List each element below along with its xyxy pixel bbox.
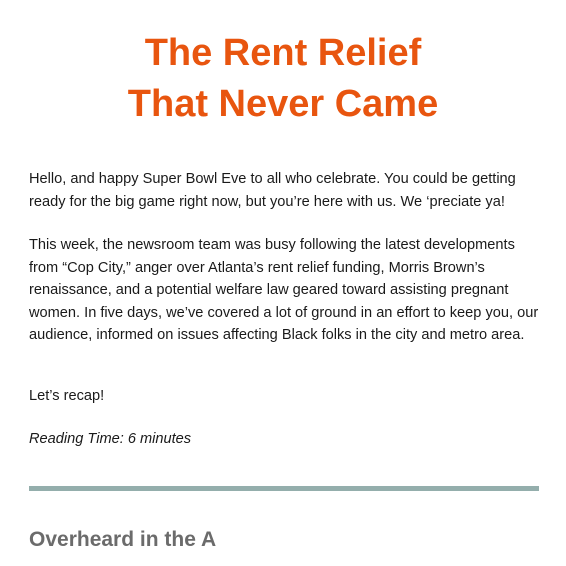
section-divider [29, 486, 539, 491]
headline [0, 28, 566, 130]
headline-line-2: That Never Came [127, 83, 439, 125]
week-summary-paragraph: This week, the newsroom team was busy following the latest developments from “Cop City,” anger over Atlanta’s rent relief funding, Morris Brown’s renaissance, and a potential welfare law geared toward assisting pregnant women. In five days, we’ve covered a lot of ground in an effort to keep you, our audience, informed on issues affecting Black folks in the city and metro area. [29, 237, 539, 344]
reading-time: Reading Time: 6 minutes [29, 431, 192, 447]
intro-paragraph: Hello, and happy Super Bowl Eve to all who celebrate. You could be getting ready for the big game right now, but you’re here with us. We ‘preciate ya! [29, 171, 516, 210]
recap-paragraph: Let’s recap! [29, 388, 105, 404]
headline-line-1: The Rent Relief [144, 32, 422, 74]
section-heading: Overheard in the A [29, 528, 217, 551]
